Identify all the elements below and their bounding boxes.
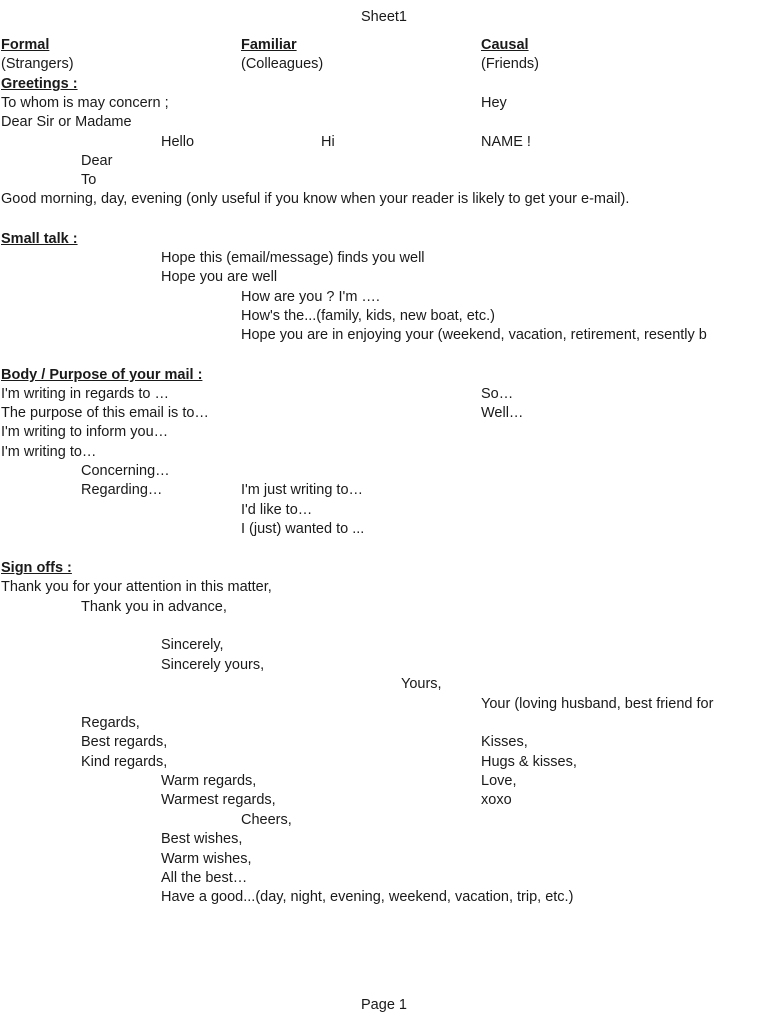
- small-talk-item: How are you ? I'm ….: [241, 289, 380, 305]
- greeting-name: NAME !: [481, 134, 531, 150]
- body-phrase-familiar: I (just) wanted to ...: [241, 521, 365, 537]
- column-subtitle-formal: (Strangers): [1, 56, 74, 72]
- sign-off-casual: Hugs & kisses,: [481, 754, 577, 770]
- sign-off: Kind regards,: [81, 754, 168, 770]
- body-phrase: Concerning…: [81, 463, 170, 479]
- small-talk-item: Hope you are well: [161, 269, 278, 285]
- sign-off: Warm regards,: [161, 773, 257, 789]
- body-phrase: Regarding…: [81, 482, 163, 498]
- body-phrase-casual: Well…: [481, 405, 524, 421]
- small-talk-item: Hope this (email/message) finds you well: [161, 250, 425, 266]
- sign-off: Yours,: [401, 676, 442, 692]
- sign-off: Warm wishes,: [161, 851, 252, 867]
- sign-off: Thank you in advance,: [81, 599, 227, 615]
- greeting-hi: Hi: [321, 134, 335, 150]
- sign-off: Regards,: [81, 715, 140, 731]
- column-header-casual: Causal: [481, 37, 529, 53]
- sign-off: Sincerely,: [161, 637, 224, 653]
- sign-off: Thank you for your attention in this matter,: [1, 579, 272, 595]
- sign-off: Sincerely yours,: [161, 657, 265, 673]
- column-header-formal: Formal: [1, 37, 50, 53]
- sign-off-casual: Love,: [481, 773, 517, 789]
- sign-off: All the best…: [161, 870, 248, 886]
- sign-off: Warmest regards,: [161, 792, 276, 808]
- sign-off: Best wishes,: [161, 831, 243, 847]
- greeting-casual-hey: Hey: [481, 95, 507, 111]
- greeting-dear: Dear: [81, 153, 113, 169]
- section-heading-body: Body / Purpose of your mail :: [1, 367, 203, 383]
- greeting-to: To: [81, 172, 97, 188]
- column-subtitle-familiar: (Colleagues): [241, 56, 324, 72]
- sign-off-casual: xoxo: [481, 792, 512, 808]
- sign-off: Have a good...(day, night, evening, weekend, vacation, trip, etc.): [161, 889, 574, 905]
- column-subtitle-casual: (Friends): [481, 56, 540, 72]
- small-talk-item: Hope you are in enjoying your (weekend, vacation, retirement, resently b: [241, 327, 707, 343]
- greeting-time-of-day: Good morning, day, evening (only useful if you know when your reader is likely to get your e-mail).: [1, 191, 630, 207]
- body-phrase-familiar: I'd like to…: [241, 502, 313, 518]
- sign-off-casual: Kisses,: [481, 734, 528, 750]
- greeting-formal-1: To whom is may concern ;: [1, 95, 169, 111]
- section-heading-small-talk: Small talk :: [1, 231, 78, 247]
- body-phrase: I'm writing to…: [1, 444, 97, 460]
- body-phrase-familiar: I'm just writing to…: [241, 482, 364, 498]
- column-header-familiar: Familiar: [241, 37, 297, 53]
- page-number: Page 1: [361, 997, 407, 1013]
- section-heading-sign-offs: Sign offs :: [1, 560, 72, 576]
- body-phrase: I'm writing to inform you…: [1, 424, 169, 440]
- body-phrase: I'm writing in regards to …: [1, 386, 169, 402]
- small-talk-item: How's the...(family, kids, new boat, etc.): [241, 308, 495, 324]
- body-phrase: The purpose of this email is to…: [1, 405, 209, 421]
- greeting-formal-2: Dear Sir or Madame: [1, 114, 132, 130]
- sign-off-casual: Your (loving husband, best friend for: [481, 696, 714, 712]
- greeting-hello: Hello: [161, 134, 195, 150]
- section-heading-greetings: Greetings :: [1, 76, 78, 92]
- sign-off: Cheers,: [241, 812, 292, 828]
- sign-off: Best regards,: [81, 734, 168, 750]
- sheet-title: Sheet1: [361, 9, 407, 25]
- body-phrase-casual: So…: [481, 386, 514, 402]
